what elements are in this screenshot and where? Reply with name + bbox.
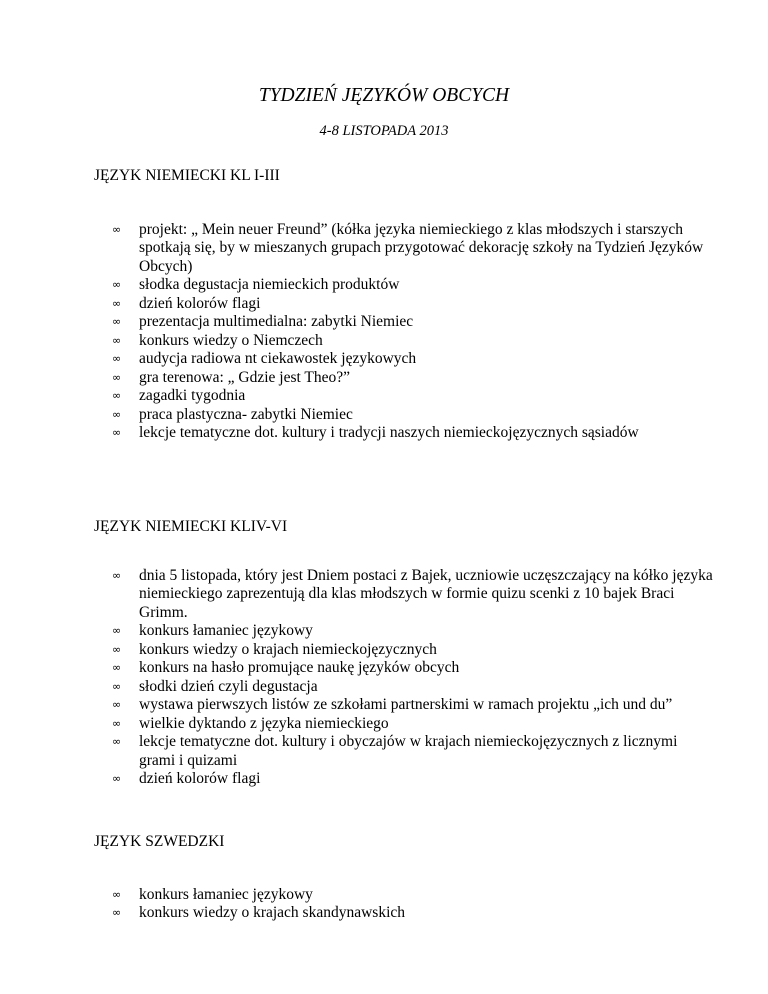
list-item (94, 770, 714, 789)
list-item (94, 295, 714, 314)
list-item-text: prezentacja multimedialna: zabytki Niemiec (139, 313, 414, 330)
section-german-4-6 (94, 518, 714, 789)
section-german-1-3 (94, 167, 714, 443)
list-item (94, 332, 714, 351)
activity-list (94, 567, 714, 789)
list-item-text: dnia 5 listopada, który jest Dniem postaci z Bajek, uczniowie uczęszczający na kółko języka niemieckiego zaprezentują dla klas młodszych w formie quizu scenki z 10 bajek Braci Grimm. (139, 566, 713, 621)
bullet-icon: ∞ (112, 315, 122, 328)
bullet-icon: ∞ (112, 389, 122, 402)
list-item (94, 387, 714, 406)
list-item (94, 350, 714, 369)
bullet-icon: ∞ (112, 661, 122, 674)
section-heading: JĘZYK SZWEDZKI (94, 833, 225, 850)
document-title: TYDZIEŃ JĘZYKÓW OBCYCH (258, 85, 510, 106)
list-item-text: słodka degustacja niemieckich produktów (139, 276, 400, 293)
list-item (94, 678, 714, 697)
list-item-text: konkurs wiedzy o krajach niemieckojęzycznych (139, 640, 437, 658)
list-item (94, 276, 714, 295)
bullet-icon: ∞ (112, 624, 122, 637)
list-item-text: lekcje tematyczne dot. kultury i obyczajów w krajach niemieckojęzycznych z licznymi grami i quizami (139, 733, 678, 769)
list-item (94, 886, 714, 905)
list-item (94, 221, 714, 277)
list-item-text: konkurs wiedzy o krajach skandynawskich (139, 904, 406, 921)
list-item (94, 904, 714, 923)
list-item (94, 659, 714, 678)
list-item-text: lekcje tematyczne dot. kultury i tradycji naszych niemieckojęzycznych sąsiadów (139, 424, 639, 441)
activity-list (94, 886, 714, 923)
bullet-icon: ∞ (112, 407, 122, 421)
bullet-icon: ∞ (112, 333, 122, 347)
section-swedish (94, 833, 714, 923)
document-subtitle: 4-8 LISTOPADA 2013 (319, 123, 449, 139)
list-item (94, 406, 714, 425)
section-heading: JĘZYK NIEMIECKI KL I-III (94, 167, 280, 184)
list-item-text: konkurs łamaniec językowy (139, 885, 313, 903)
bullet-icon: ∞ (112, 679, 122, 693)
list-item-text: projekt: „ Mein neuer Freund” (kółka języka niemieckiego z klas młodszych i starszych spotkają się, by w mieszanych grupach przygotować dekorację szkoły na Tydzień Języków Obcych) (139, 220, 704, 275)
list-item (94, 369, 714, 388)
list-item-text: konkurs wiedzy o Niemczech (139, 331, 323, 349)
list-item (94, 696, 714, 715)
bullet-icon: ∞ (112, 716, 122, 730)
list-item-text: wystawa pierwszych listów ze szkołami partnerskimi w ramach projektu „ich und du” (139, 696, 673, 713)
bullet-icon: ∞ (112, 698, 122, 711)
bullet-icon: ∞ (112, 772, 122, 785)
list-item-text: konkurs łamaniec językowy (139, 622, 313, 639)
bullet-icon: ∞ (112, 370, 122, 384)
list-item (94, 567, 714, 623)
bullet-icon: ∞ (112, 296, 122, 310)
bullet-icon: ∞ (112, 352, 122, 365)
bullet-icon: ∞ (112, 887, 122, 901)
list-item (94, 641, 714, 660)
bullet-icon: ∞ (112, 735, 122, 748)
bullet-icon: ∞ (112, 278, 122, 291)
list-item-text: konkurs na hasło promujące naukę języków obcych (139, 659, 460, 676)
list-item-text: wielkie dyktando z języka niemieckiego (139, 714, 389, 732)
bullet-icon: ∞ (112, 906, 122, 919)
bullet-icon: ∞ (112, 426, 122, 439)
list-item (94, 715, 714, 734)
list-item-text: praca plastyczna- zabytki Niemiec (139, 405, 353, 423)
section-heading: JĘZYK NIEMIECKI KLIV-VI (94, 518, 288, 535)
list-item (94, 622, 714, 641)
list-item-text: słodki dzień czyli degustacja (139, 677, 318, 695)
list-item (94, 424, 714, 443)
list-item-text: dzień kolorów flagi (139, 770, 261, 787)
list-item-text: gra terenowa: „ Gdzie jest Theo?” (139, 368, 351, 386)
bullet-icon: ∞ (112, 222, 122, 236)
list-item-text: dzień kolorów flagi (139, 294, 261, 312)
bullet-icon: ∞ (112, 568, 122, 582)
list-item (94, 733, 714, 770)
list-item-text: zagadki tygodnia (139, 387, 246, 404)
activity-list (94, 221, 714, 443)
bullet-icon: ∞ (112, 642, 122, 656)
list-item (94, 313, 714, 332)
list-item-text: audycja radiowa nt ciekawostek językowych (139, 350, 417, 367)
